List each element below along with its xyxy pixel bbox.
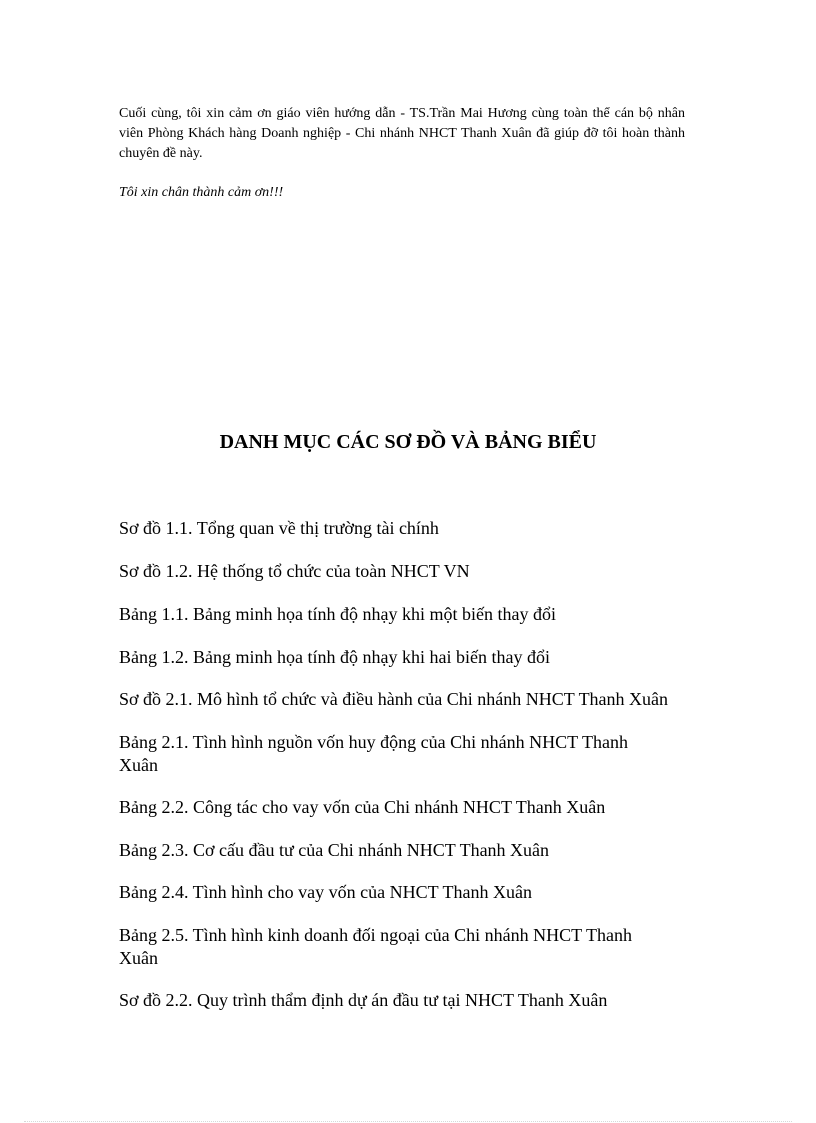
toc-item: Bảng 1.1. Bảng minh họa tính độ nhạy khi một biến thay đổi	[119, 604, 556, 624]
toc-item: Bảng 1.2. Bảng minh họa tính độ nhạy khi hai biến thay đổi	[119, 647, 550, 667]
toc-item: Bảng 2.2. Công tác cho vay vốn của Chi nhánh NHCT Thanh Xuân	[119, 797, 606, 817]
toc-item: Bảng 2.5. Tình hình kinh doanh đối ngoại của Chi nhánh NHCT Thanh Xuân	[119, 925, 632, 968]
toc-item: Sơ đồ 2.2. Quy trình thẩm định dự án đầu tư tại NHCT Thanh Xuân	[119, 990, 608, 1010]
toc-item: Bảng 2.1. Tình hình nguồn vốn huy động của Chi nhánh NHCT Thanh Xuân	[119, 732, 628, 775]
toc-item: Bảng 2.3. Cơ cấu đầu tư của Chi nhánh NHCT Thanh Xuân	[119, 840, 550, 860]
toc-item: Sơ đồ 2.1. Mô hình tổ chức và điều hành của Chi nhánh NHCT Thanh Xuân	[119, 689, 669, 709]
toc-title: DANH MỤC CÁC SƠ ĐỒ VÀ BẢNG BIỂU	[219, 431, 597, 453]
toc-item: Sơ đồ 1.1. Tổng quan về thị trường tài chính	[119, 518, 439, 538]
toc-item: Bảng 2.4. Tình hình cho vay vốn của NHCT Thanh Xuân	[119, 882, 532, 902]
page-bottom-divider	[24, 1121, 792, 1122]
acknowledgement-paragraph: Cuối cùng, tôi xin cảm ơn giáo viên hướng dẫn - TS.Trần Mai Hương cùng toàn thể cán bộ nhân viên Phòng Khách hàng Doanh nghiệp - Chi nhánh NHCT Thanh Xuân đã giúp đỡ tôi hoàn thành chuyên đề này.	[119, 106, 685, 161]
closing-thanks: Tôi xin chân thành cảm ơn!!!	[119, 185, 284, 200]
toc-item: Sơ đồ 1.2. Hệ thống tổ chức của toàn NHCT VN	[119, 561, 470, 581]
